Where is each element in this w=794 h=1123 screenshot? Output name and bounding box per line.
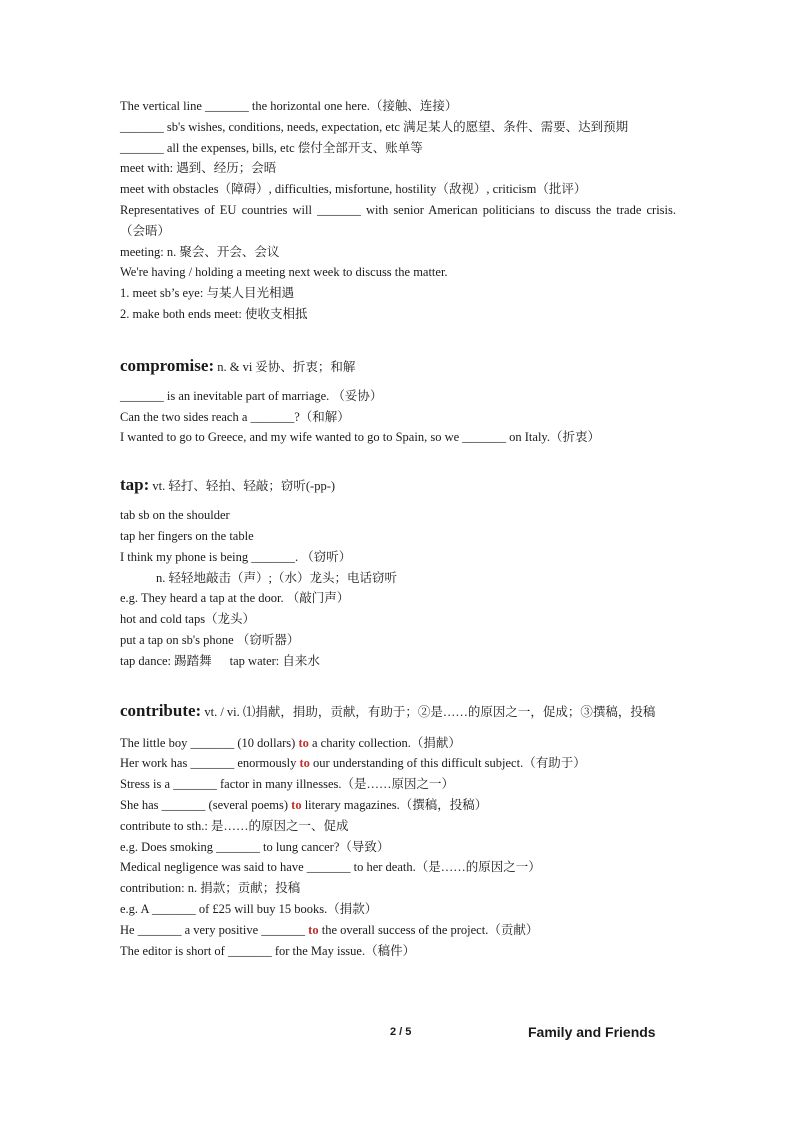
tap-line-7: put a tap on sb's phone （窃听器） [120,632,300,647]
keyword-to: to [298,735,309,750]
contribute-line-10: He _______ a very positive _______ to the overall success of the project.（贡献） [120,922,539,937]
compromise-line-2: Can the two sides reach a _______?（和解） [120,409,350,424]
contribute-line-3: Stress is a _______ factor in many illnesses.（是……原因之一） [120,777,454,792]
contribute-line-5: contribute to sth.: 是……的原因之一、促成 [120,818,349,833]
meet-line-1: The vertical line _______ the horizontal one here.（接触、连接） [120,99,458,113]
tap-headword: tap: [120,475,150,495]
meet-line-10: 2. make both ends meet: 使收支相抵 [120,306,308,321]
page-number: 2 / 5 [390,1026,412,1038]
compromise-line-3: I wanted to go to Greece, and my wife wanted to go to Spain, so we _______ on Italy.（折衷） [120,430,600,445]
tap-heading [120,472,676,499]
footer-title: Family and Friends [528,1024,656,1040]
tap-line-4: n. 轻轻地敲击（声）;（水）龙头；电话窃听 [156,570,397,585]
contribute-line-2: Her work has _______ enormously to our understanding of this difficult subject.（有助于） [120,756,586,771]
meet-line-9: 1. meet sb’s eye: 与某人目光相遇 [120,286,294,301]
tap-line-1: tab sb on the shoulder [120,508,230,523]
contribute-line-7: Medical negligence was said to have _______ to her death.（是……的原因之一） [120,860,541,875]
tap-line-2: tap her fingers on the table [120,528,254,543]
meet-line-4: meet with: 遇到、经历；会晤 [120,161,277,176]
meet-line-7: meeting: n. 聚会、开会、会议 [120,244,280,259]
contribute-headword: contribute: [120,700,202,720]
meet-line-3: _______ all the expenses, bills, etc 偿付全部开支、账单等 [120,140,423,155]
contribute-line-11: The editor is short of _______ for the May issue.（稿件） [120,943,416,958]
meet-line-5: meet with obstacles（障碍）, difficulties, misfortune, hostility（敌视）, criticism（批评） [120,182,587,197]
compromise-pos: n. & vi 妥协、折衷；和解 [214,359,356,374]
meet-line-8: We're having / holding a meeting next week to discuss the matter. [120,265,448,280]
meet-line-6: Representatives of EU countries will _______ with senior American politicians to discuss the trade crisis. （会晤） [120,202,676,238]
tap-pos: vt. 轻打、轻拍、轻敲；窃听(-pp-) [149,479,336,494]
tap-line-8 [120,651,676,672]
contribute-line-8: contribution: n. 捐款；贡献；投稿 [120,881,301,896]
tap-line-6: hot and cold taps（龙头） [120,612,256,627]
meet-line-2: _______ sb's wishes, conditions, needs, expectation, etc 满足某人的愿望、条件、需要、达到预期 [120,119,629,134]
compromise-headword: compromise: [120,355,215,375]
tap-line-3: I think my phone is being _______. （窃听） [120,549,352,564]
tap-water: tap water: 自来水 [229,653,320,668]
keyword-to: to [299,756,310,771]
document-body [120,96,676,961]
tap-dance: tap dance: 踢踏舞 [120,653,212,668]
contribute-pos: vt. / vi. ⑴捐献，捐助，贡献，有助于；②是……的原因之一，促成；③撰稿，投稿 [201,704,656,719]
contribute-line-1: The little boy _______ (10 dollars) to a charity collection.（捐献） [120,735,461,750]
contribute-line-9: e.g. A _______ of £25 will buy 15 books.（捐款） [120,901,378,916]
contribute-heading [120,696,676,727]
compromise-heading [120,353,676,380]
tap-line-5: e.g. They heard a tap at the door. （敲门声） [120,591,350,606]
compromise-line-1: _______ is an inevitable part of marriage. （妥协） [120,388,383,403]
contribute-line-4: She has _______ (several poems) to literary magazines.（撰稿，投稿） [120,797,488,812]
keyword-to: to [308,922,319,937]
keyword-to: to [291,797,302,812]
contribute-line-6: e.g. Does smoking _______ to lung cancer?（导致） [120,839,390,854]
